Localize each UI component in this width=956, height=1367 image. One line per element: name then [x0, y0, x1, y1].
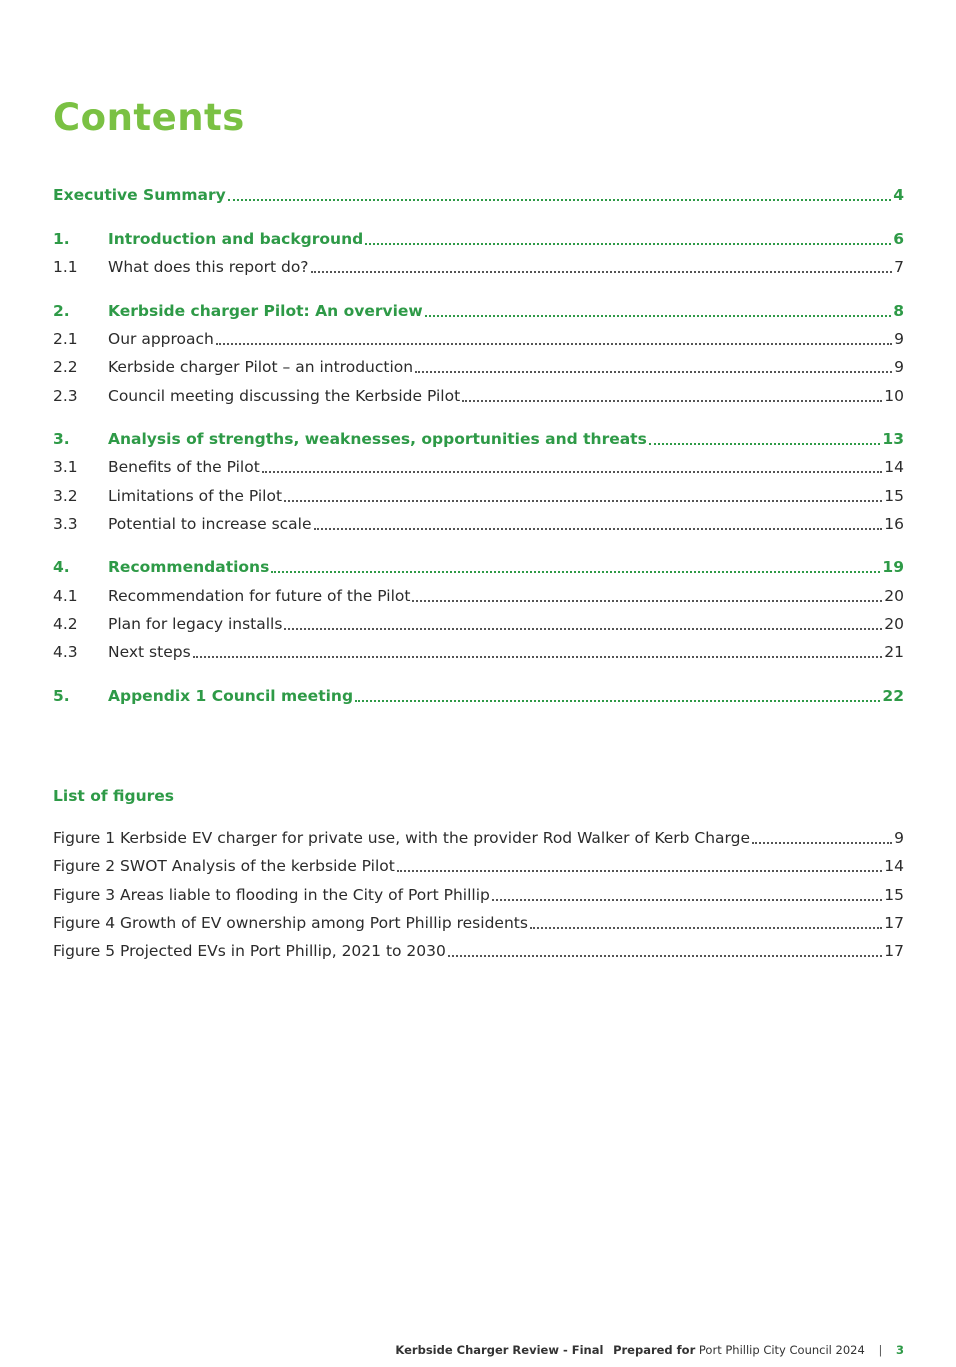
figure-entry-title: Figure 1 Kerbside EV charger for private use, with the provider Rod Walker of Kerb Charge — [53, 829, 751, 847]
toc-entry-page: 13 — [882, 430, 904, 448]
toc-entry-page: 10 — [884, 387, 904, 405]
toc-entry-title: Plan for legacy installs — [108, 615, 283, 633]
toc-entry-title: What does this report do? — [108, 258, 309, 276]
toc-entry-number: 3.2 — [53, 487, 78, 505]
toc-leader-dots — [262, 470, 882, 473]
toc-entry-number: 3.1 — [53, 458, 78, 476]
toc-leader-dots — [425, 314, 891, 317]
footer-page-number: 3 — [895, 1343, 904, 1357]
toc-entry-number: 1. — [53, 230, 70, 248]
toc-entry-title: Limitations of the Pilot — [108, 487, 283, 505]
toc-entry[interactable] — [53, 486, 904, 506]
toc-entry[interactable] — [53, 557, 904, 577]
figure-leader-dots — [492, 898, 882, 901]
footer-separator: | — [878, 1343, 883, 1357]
footer-prepared-label: Prepared for — [613, 1343, 696, 1357]
toc-entry-number: 3.3 — [53, 515, 78, 533]
toc-leader-dots — [314, 527, 883, 530]
toc-entry-page: 9 — [894, 330, 904, 348]
toc-entry-title: Kerbside charger Pilot – an introduction — [108, 358, 414, 376]
toc-leader-dots — [228, 198, 891, 201]
toc-leader-dots — [284, 627, 882, 630]
toc-entry-number: 4.2 — [53, 615, 78, 633]
toc-leader-dots — [365, 242, 891, 245]
toc-entry-title: Next steps — [108, 643, 191, 661]
page-footer — [395, 1343, 904, 1357]
toc-entry-title: Executive Summary — [53, 186, 226, 204]
figure-entry-title: Figure 5 Projected EVs in Port Phillip, 2021 to 2030 — [53, 942, 446, 960]
figure-leader-dots — [752, 841, 892, 844]
footer-report-name: Kerbside Charger Review - Final — [395, 1343, 604, 1357]
toc-entry-title: Recommendation for future of the Pilot — [108, 587, 411, 605]
toc-entry-page: 20 — [884, 615, 904, 633]
footer-prepared-for: Port Phillip City Council 2024 — [698, 1343, 865, 1357]
toc-entry-title: Our approach — [108, 330, 214, 348]
figure-entry-page: 14 — [884, 857, 904, 875]
figure-leader-dots — [530, 926, 882, 929]
toc-entry-title: Analysis of strengths, weaknesses, opportunities and threats — [108, 430, 647, 448]
toc-entry-page: 20 — [884, 587, 904, 605]
toc-leader-dots — [271, 570, 880, 573]
toc-leader-dots — [311, 270, 893, 273]
figure-entry-page: 15 — [884, 886, 904, 904]
toc-entry[interactable] — [53, 386, 904, 406]
toc-leader-dots — [412, 599, 882, 602]
toc-entry[interactable] — [53, 301, 904, 321]
toc-entry-title: Benefits of the Pilot — [108, 458, 260, 476]
toc-entry[interactable] — [53, 514, 904, 534]
toc-leader-dots — [649, 442, 881, 445]
toc-entry-page: 21 — [884, 643, 904, 661]
toc-leader-dots — [216, 342, 892, 345]
toc-entry[interactable] — [53, 185, 904, 205]
toc-entry[interactable] — [53, 429, 904, 449]
figure-entry-title: Figure 3 Areas liable to flooding in the City of Port Phillip — [53, 886, 490, 904]
figure-leader-dots — [448, 954, 882, 957]
toc-entry-title: Kerbside charger Pilot: An overview — [108, 302, 423, 320]
toc-leader-dots — [284, 499, 882, 502]
toc-entry[interactable] — [53, 257, 904, 277]
toc-entry-number: 4.1 — [53, 587, 78, 605]
toc-entry-title: Appendix 1 Council meeting — [108, 687, 354, 705]
toc-entry[interactable] — [53, 586, 904, 606]
toc-entry-page: 7 — [894, 258, 904, 276]
toc-entry-number: 2.1 — [53, 330, 78, 348]
toc-leader-dots — [193, 655, 883, 658]
figure-entry-page: 17 — [884, 942, 904, 960]
toc-entry-title: Introduction and background — [108, 230, 364, 248]
toc-entry-number: 2. — [53, 302, 70, 320]
figure-entry-title: Figure 4 Growth of EV ownership among Port Phillip residents — [53, 914, 528, 932]
toc-entry-page: 8 — [893, 302, 904, 320]
toc-entry[interactable] — [53, 642, 904, 662]
toc-entry-page: 9 — [894, 358, 904, 376]
toc-entry-page: 19 — [882, 558, 904, 576]
figures-heading: List of figures — [53, 787, 175, 805]
toc-entry-number: 4.3 — [53, 643, 78, 661]
toc-entry-number: 1.1 — [53, 258, 78, 276]
toc-entry-title: Potential to increase scale — [108, 515, 312, 533]
toc-entry-page: 22 — [882, 687, 904, 705]
toc-entry[interactable] — [53, 686, 904, 706]
toc-entry[interactable] — [53, 357, 904, 377]
figure-entry[interactable] — [53, 856, 904, 876]
toc-entry-page: 14 — [884, 458, 904, 476]
toc-entry-page: 4 — [893, 186, 904, 204]
figure-leader-dots — [397, 869, 882, 872]
toc-leader-dots — [415, 370, 892, 373]
toc-leader-dots — [462, 399, 882, 402]
toc-entry-number: 5. — [53, 687, 70, 705]
figure-entry-page: 17 — [884, 914, 904, 932]
figure-entry[interactable] — [53, 885, 904, 905]
toc-leader-dots — [355, 699, 880, 702]
toc-entry-title: Council meeting discussing the Kerbside Pilot — [108, 387, 461, 405]
toc-entry[interactable] — [53, 614, 904, 634]
figure-entry[interactable] — [53, 913, 904, 933]
toc-entry-number: 2.2 — [53, 358, 78, 376]
page-title: Contents — [53, 96, 245, 139]
figure-entry[interactable] — [53, 828, 904, 848]
toc-entry-page: 15 — [884, 487, 904, 505]
figure-entry-page: 9 — [894, 829, 904, 847]
toc-entry-number: 4. — [53, 558, 70, 576]
toc-entry[interactable] — [53, 229, 904, 249]
figure-entry[interactable] — [53, 941, 904, 961]
toc-entry-number: 3. — [53, 430, 70, 448]
toc-entry-number: 2.3 — [53, 387, 78, 405]
toc-entry-page: 16 — [884, 515, 904, 533]
toc-entry[interactable] — [53, 457, 904, 477]
toc-entry-title: Recommendations — [108, 558, 270, 576]
toc-entry-page: 6 — [893, 230, 904, 248]
figure-entry-title: Figure 2 SWOT Analysis of the kerbside Pilot — [53, 857, 395, 875]
toc-entry[interactable] — [53, 329, 904, 349]
